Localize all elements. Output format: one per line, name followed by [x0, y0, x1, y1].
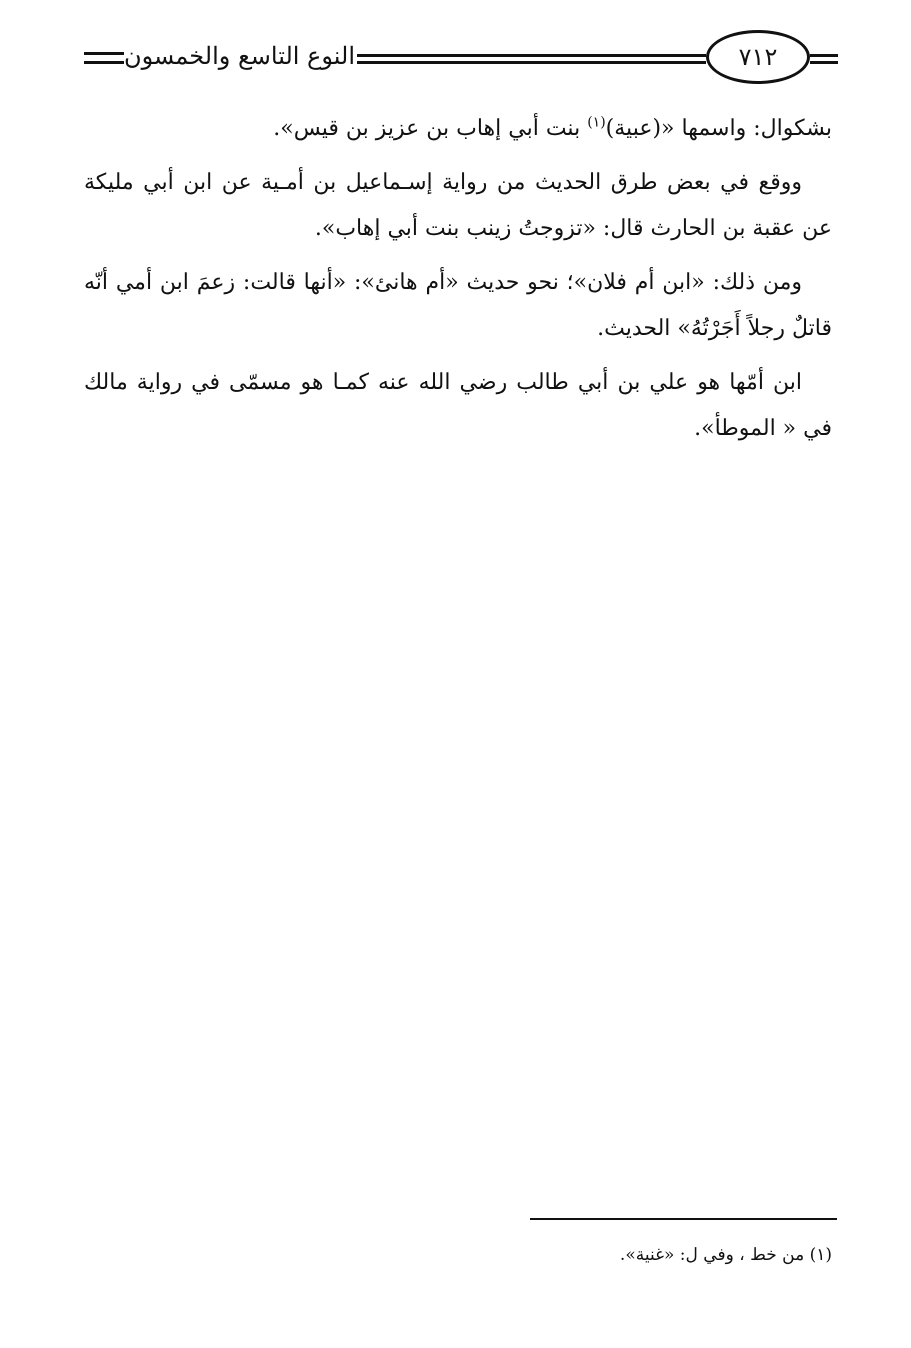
paragraph-2: ووقع في بعض طرق الحديث من رواية إسـماعيل بن أمـية عن ابن أبي مليكة عن عقبة بن الحارث قال: «تزوجتُ زينب بنت أبي إهاب».	[84, 170, 832, 241]
header-rule-right-lower	[810, 61, 838, 64]
paragraph-1	[84, 106, 832, 152]
header-rule-left-lower	[84, 61, 124, 64]
paragraph-4: ابن أمّها هو علي بن أبي طالب رضي الله عنه كمـا هو مسمّى في رواية مالك في « الموطأ».	[84, 370, 832, 441]
page-header	[0, 0, 911, 100]
paragraph-1-end: بنت أبي إهاب بن عزيز بن قيس».	[273, 116, 588, 141]
header-rule-mid-lower	[357, 61, 706, 64]
header-rule-mid-upper	[357, 54, 706, 57]
header-rule-left-upper	[84, 52, 124, 55]
paragraph-1-start: بشكوال: واسمها «(عبية)	[605, 116, 832, 141]
body-text	[84, 106, 832, 460]
footnote-1: (١) من خط ، وفي ل: «غنية».	[619, 1245, 832, 1265]
page-number-text: ٧١٢	[738, 43, 778, 71]
header-rule-right-upper	[810, 54, 838, 57]
page-number	[706, 30, 810, 84]
chapter-title: النوع التاسع والخمسون	[124, 42, 355, 70]
footnote-ref-1[interactable]: (١)	[587, 114, 606, 131]
footnote-separator	[530, 1218, 837, 1220]
paragraph-3: ومن ذلك: «ابن أم فلان»؛ نحو حديث «أم هانئ»: «أنها قالت: زعمَ ابن أمي أنّه قاتلٌ رجلاً أَجَرْتُهُ» الحديث.	[84, 270, 832, 341]
